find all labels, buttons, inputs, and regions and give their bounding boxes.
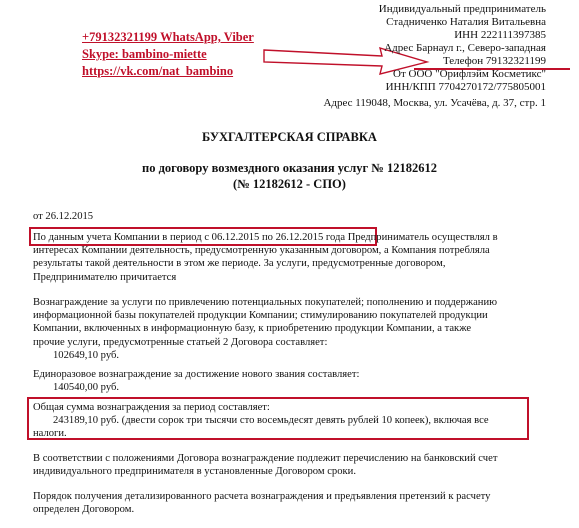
services-amount: 102649,10 руб. xyxy=(53,349,120,361)
total-amount: 243189,10 руб. (двести сорок три тысячи сто восемьдесят девять рублей 10 копеек), включая все xyxy=(53,415,489,427)
paragraph-period: По данным учета Компании в период с 06.12.2015 по 26.12.2015 года Предприниматель осуществлял в интересах Компании деятельность, предусмотренную указанным договором, а Компания потребляла результаты такой деятельности в этом же периоде. За услуги, предусмотренные договором, Предпринимателю причитается xyxy=(33,232,498,283)
document-title: БУХГАЛТЕРСКАЯ СПРАВКА xyxy=(202,130,377,144)
bonus-amount: 140540,00 руб. xyxy=(53,382,120,394)
vk-link[interactable]: https://vk.com/nat_bambino xyxy=(82,64,234,78)
header-line: От ООО "Орифлэйм Косметикс" xyxy=(393,68,546,80)
paragraph-payment: В соответствии с положениями Договора вознаграждение подлежит перечислению на банковский счет индивидуального предпринимателя в установленные Договором сроки. xyxy=(33,453,498,478)
header-line: Адрес 119048, Москва, ул. Усачёва, д. 37, стр. 1 xyxy=(323,97,546,109)
paragraph-services: Вознаграждение за услуги по привлечению потенциальных покупателей; пополнению и поддержанию информационной базы покупателей продукции Компании; стимулированию покупателей продукции Компании, включенных в информационную базу, к приобретению продукции Компании, а также прочие услуги, предусмотренные статьей 2 Договора составляет: 102649,10 руб. xyxy=(33,296,553,362)
paragraph-total: Общая сумма вознаграждения за период составляет: 243189,10 руб. (двести сорок три тысячи сто восемьдесят девять рублей 10 копеек), включая все налоги. xyxy=(33,401,525,441)
header-line: Индивидуальный предприниматель xyxy=(378,3,546,15)
paragraph-bonus: Единоразовое вознаграждение за достижение нового звания составляет: 140540,00 руб. xyxy=(33,368,553,394)
requisites-header xyxy=(300,3,546,94)
whatsapp-phone-link[interactable]: +79132321199 WhatsApp, Viber xyxy=(82,30,254,44)
header-line: Адрес Барнаул г., Северо-западная xyxy=(384,42,546,54)
header-line: ИНН/КПП 7704270172/775805001 xyxy=(385,81,546,93)
header-line: ИНН 222111397385 xyxy=(454,29,546,41)
header-line: Телефон 79132321199 xyxy=(442,55,546,67)
paragraph-claims: Порядок получения детализированного расчета вознаграждения и предъявления претензий к расчету определен Договором. xyxy=(33,491,491,516)
document-date: от 26.12.2015 xyxy=(33,211,94,222)
header-line: Стадниченко Наталия Витальевна xyxy=(386,16,546,28)
document-number: (№ 12182612 - СПО) xyxy=(233,177,346,191)
document-subtitle: по договору возмездного оказания услуг № 12182612 xyxy=(142,161,437,175)
period-text: По данным учета Компании в период с 06.12.2015 по 26.12.2015 года xyxy=(33,232,346,243)
skype-link[interactable]: Skype: bambino-miette xyxy=(82,47,207,61)
